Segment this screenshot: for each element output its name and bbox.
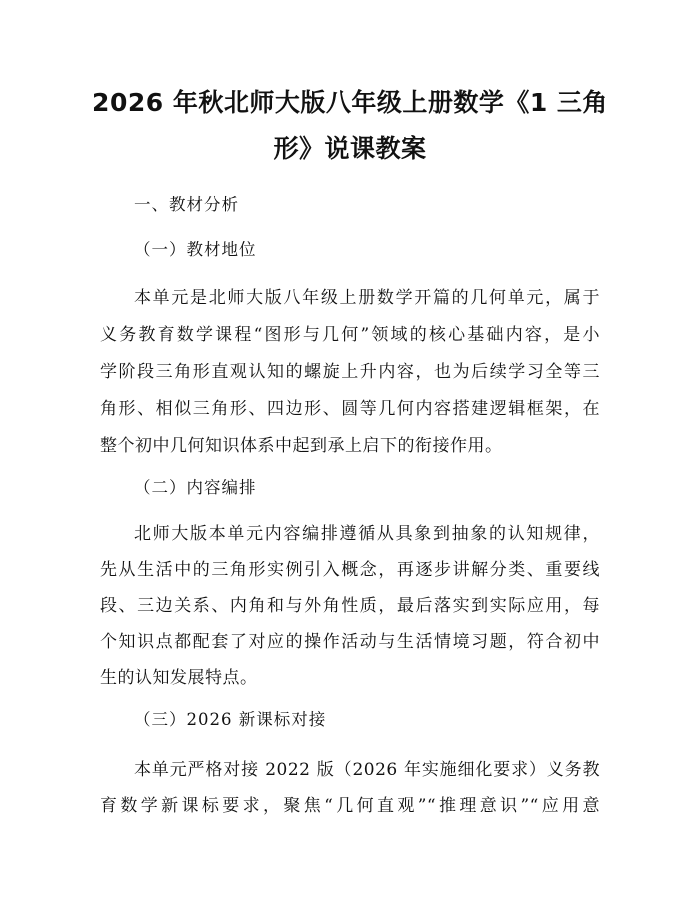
paragraph-line: 生的认知发展特点。 (100, 668, 258, 688)
paragraph-line: 育数学新课标要求，聚焦“几何直观”“推理意识”“应用意 (100, 796, 600, 816)
subsection-heading-content-arrangement: （二）内容编排 (134, 478, 257, 497)
paragraph-line: 学阶段三角形直观认知的螺旋上升内容，也为后续学习全等三 (100, 362, 600, 382)
paragraph-line: 义务教育数学课程“图形与几何”领域的核心基础内容，是小 (100, 325, 600, 345)
paragraph-line: 本单元是北师大版八年级上册数学开篇的几何单元，属于 (134, 288, 600, 308)
paragraph-new-curriculum (100, 760, 600, 816)
paragraph-textbook-status (100, 288, 600, 456)
paragraph-line: 北师大版本单元内容编排遵循从具象到抽象的认知规律， (134, 524, 600, 544)
paragraph-line: 整个初中几何知识体系中起到承上启下的衔接作用。 (100, 436, 503, 456)
subsection-heading-textbook-status: （一）教材地位 (134, 240, 257, 259)
paragraph-line: 段、三边关系、内角和与外角性质，最后落实到实际应用，每 (100, 596, 600, 616)
document-title-line-2: 形》说课教案 (273, 134, 427, 163)
section-heading-textbook-analysis: 一、教材分析 (134, 195, 239, 214)
paragraph-content-arrangement (100, 524, 600, 688)
subsection-heading-new-curriculum: （三）2026 新课标对接 (134, 710, 327, 729)
paragraph-line: 角形、相似三角形、四边形、圆等几何内容搭建逻辑框架，在 (100, 399, 600, 419)
paragraph-line: 个知识点都配套了对应的操作活动与生活情境习题，符合初中 (100, 632, 600, 652)
paragraph-line: 先从生活中的三角形实例引入概念，再逐步讲解分类、重要线 (100, 560, 600, 580)
document-title-line-1: 2026 年秋北师大版八年级上册数学《1 三角 (92, 88, 608, 117)
paragraph-line: 本单元严格对接 2022 版（2026 年实施细化要求）义务教 (134, 760, 600, 780)
